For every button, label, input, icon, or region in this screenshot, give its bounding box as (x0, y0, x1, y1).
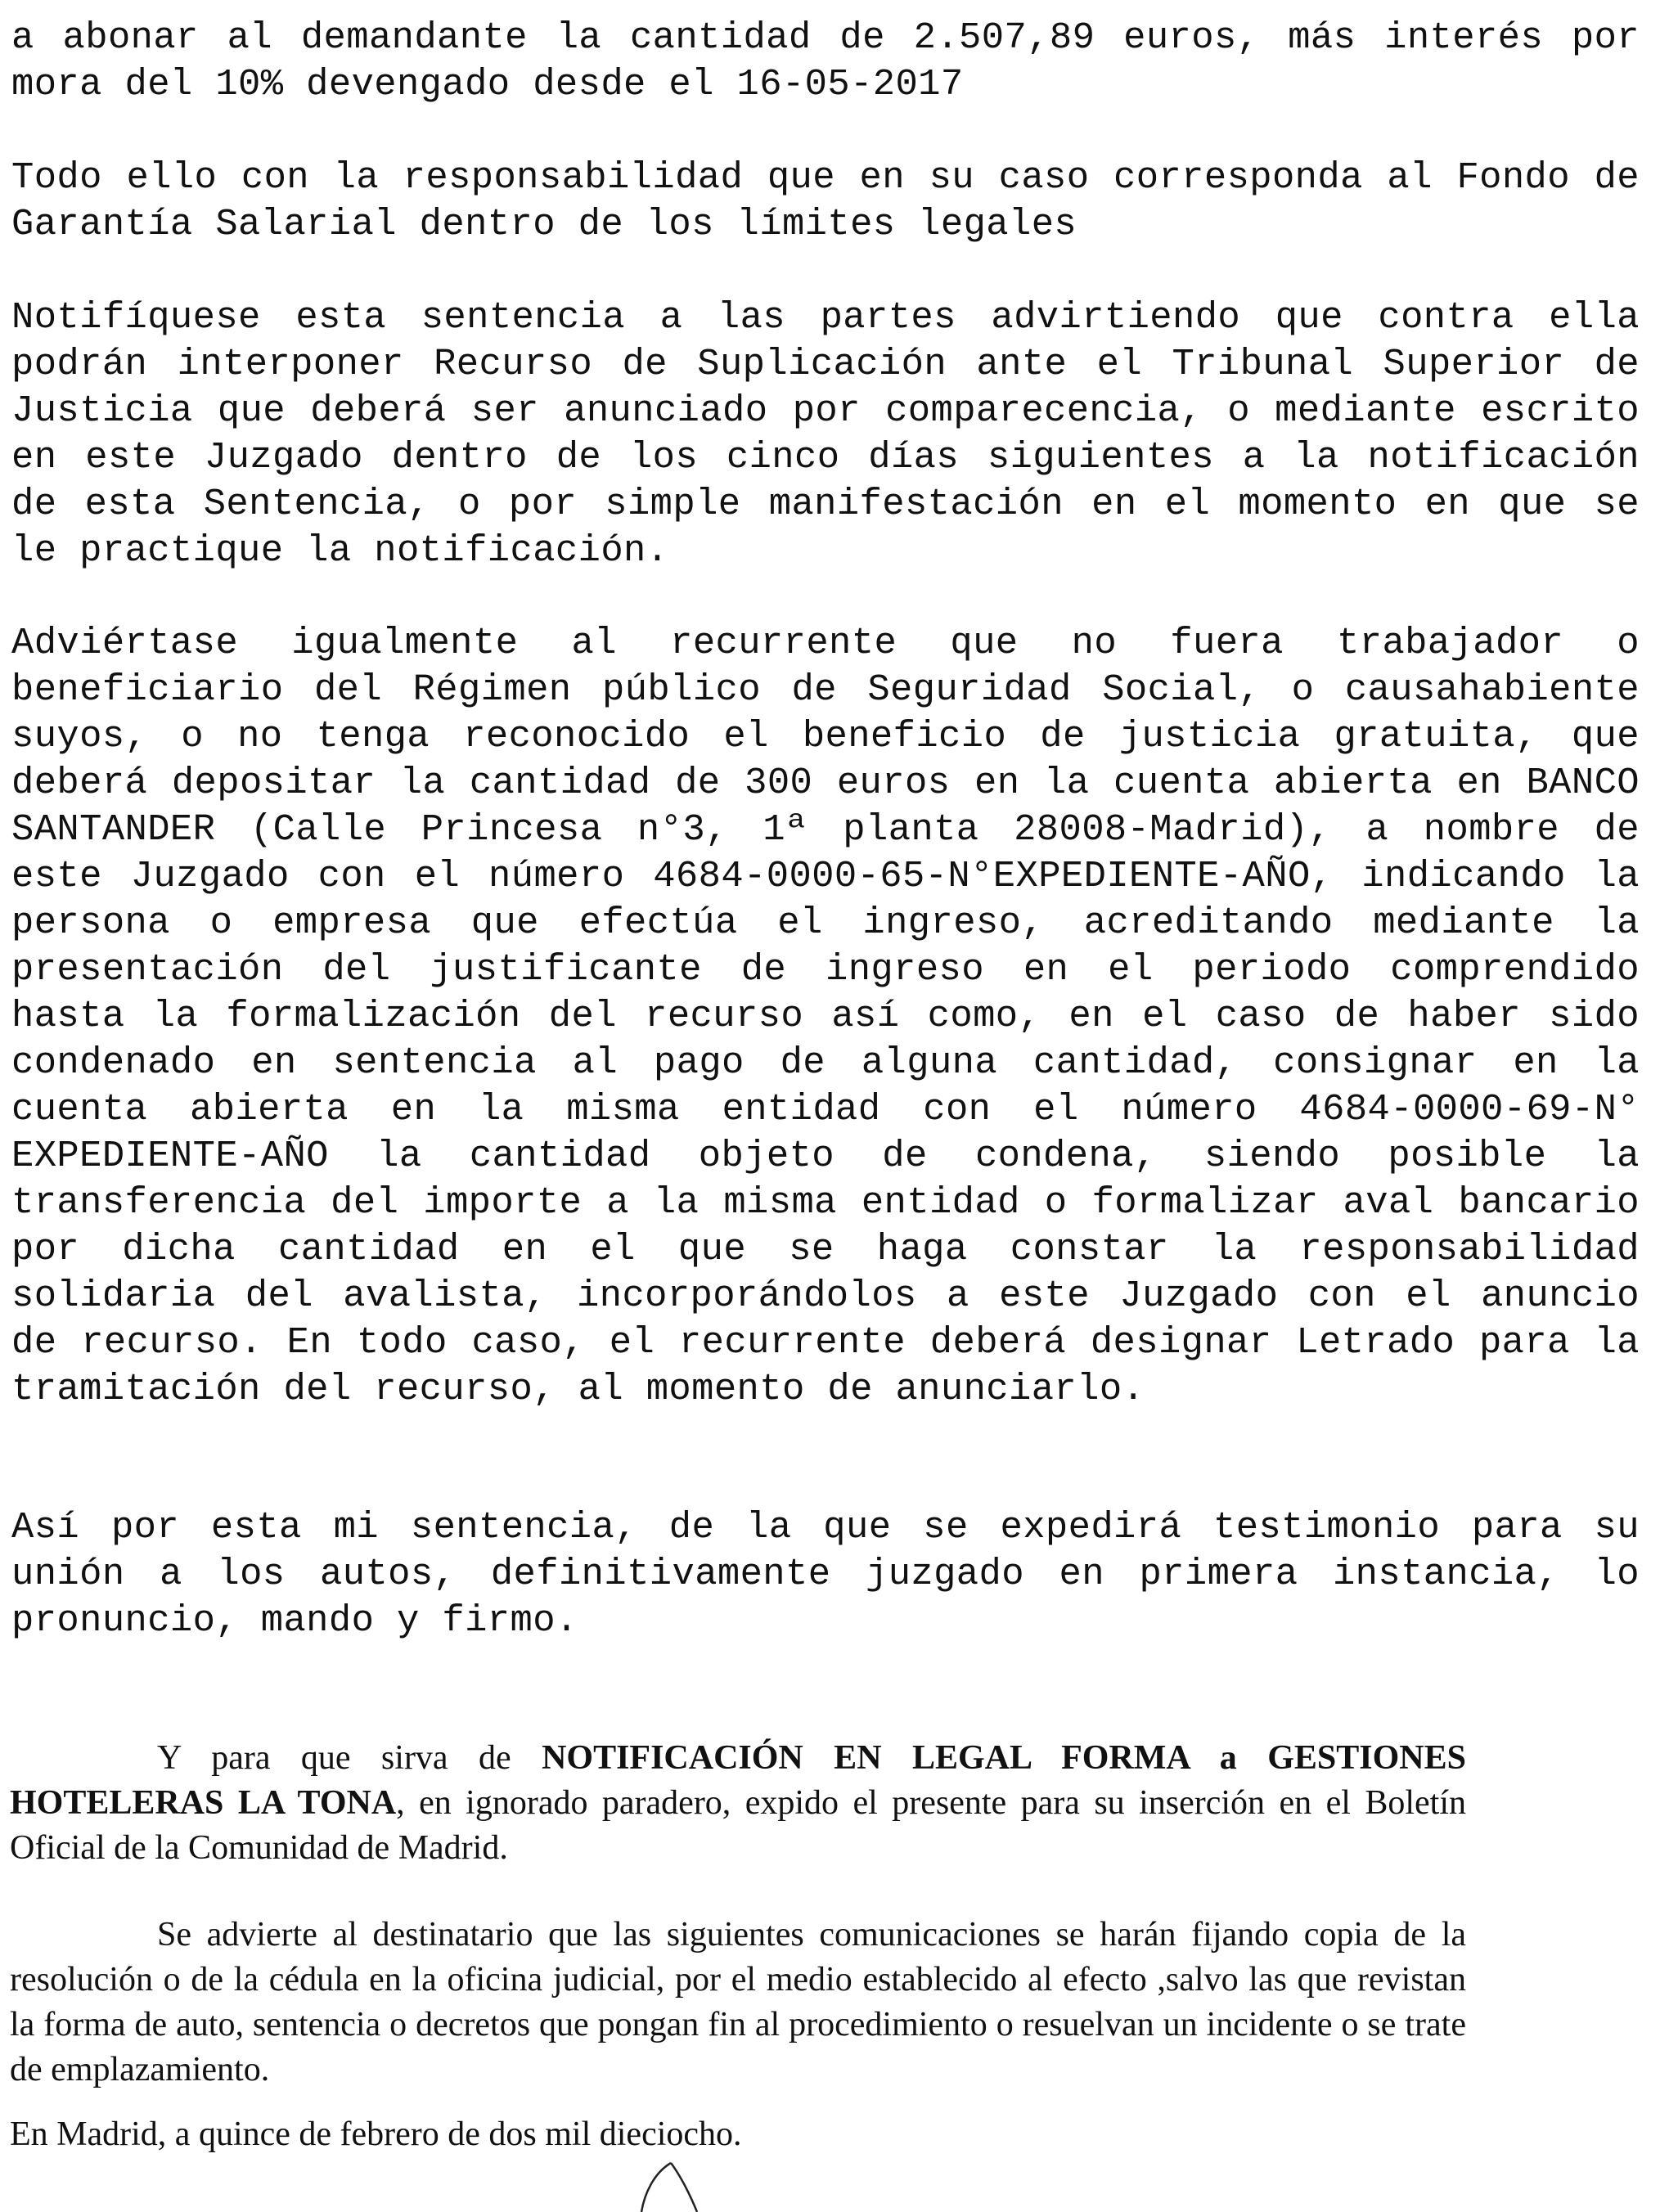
notification-post-text: , en ignorado paradero, expido el presente para su inserción en el Boletín Oficial de la Comunidad de Madrid. (10, 1784, 1466, 1867)
paragraph-fecha-lugar: En Madrid, a quince de febrero de dos mil dieciocho. (10, 2115, 742, 2153)
paragraph-notificacion-legal (10, 1736, 1466, 1871)
signature-mark-icon (622, 2160, 720, 2212)
paragraph-fogasa: Todo ello con la responsabilidad que en su caso corresponda al Fondo de Garantía Salarial dentro de los límites legales (11, 156, 1640, 245)
notification-recipient-bold: NOTIFICACIÓN EN LEGAL FORMA a GESTIONES HOTELERAS LA TONA (10, 1739, 1466, 1822)
paragraph-advertencia: Se advierte al destinatario que las siguientes comunicaciones se harán fijando copia de la resolución o de la cédula en la oficina judicial, por el medio establecido al efecto ,salvo las que revistan la forma de auto, sentencia o decretos que pongan fin al procedimiento o resuelvan un incidente o se trate de emplazamiento. (10, 1916, 1466, 2088)
paragraph-condena: a abonar al demandante la cantidad de 2.507,89 euros, más interés por mora del 10% devengado desde el 16-05-2017 (11, 16, 1640, 106)
paragraph-fallo-firma: Así por esta mi sentencia, de la que se expedirá testimonio para su unión a los autos, definitivamente juzgado en primera instancia, lo pronuncio, mando y firmo. (11, 1506, 1640, 1642)
notification-pre-text: Y para que sirva de (157, 1739, 542, 1777)
paragraph-notificacion-recurso: Notifíquese esta sentencia a las partes advirtiendo que contra ella podrán interponer Recurso de Suplicación ante el Tribunal Superior de Justicia que deberá ser anunciado por comparecencia, o mediante escrito en este Juzgado dentro de los cinco días siguientes a la notificación de esta Sentencia, o por simple manifestación en el momento en que se le practique la notificación. (11, 296, 1640, 572)
paragraph-deposito: Adviértase igualmente al recurrente que no fuera trabajador o beneficiario del Régimen público de Seguridad Social, o causahabiente suyos, o no tenga reconocido el beneficio de justicia gratuita, que deberá depositar la cantidad de 300 euros en la cuenta abierta en BANCO SANTANDER (Calle Princesa n°3, 1ª planta 28008-Madrid), a nombre de este Juzgado con el número 4684-0000-65-N°EXPEDIENTE-AÑO, indicando la persona o empresa que efectúa el ingreso, acreditando mediante la presentación del justificante de ingreso en el periodo comprendido hasta la formalización del recurso así como, en el caso de haber sido condenado en sentencia al pago de alguna cantidad, consignar en la cuenta abierta en la misma entidad con el número 4684-0000-69-N° EXPEDIENTE-AÑO la cantidad objeto de condena, siendo posible la transferencia del importe a la misma entidad o formalizar aval bancario por dicha cantidad en el que se haga constar la responsabilidad solidaria del avalista, incorporándolos a este Juzgado con el anuncio de recurso. En todo caso, el recurrente deberá designar Letrado para la tramitación del recurso, al momento de anunciarlo. (11, 622, 1640, 1410)
